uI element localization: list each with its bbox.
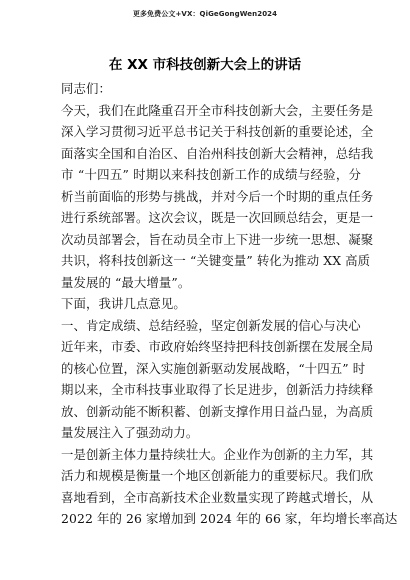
body-line: 放、创新动能不断积蓄、创新支撑作用日益凸显，为高质 xyxy=(61,403,374,419)
body-line: 一是创新主体力量持续壮大。企业作为创新的主力军，其 xyxy=(61,446,374,462)
body-line: 近年来，市委、市政府始终坚持把科技创新摆在发展全局 xyxy=(61,339,374,354)
body-line: 量发展注入了强劲动力。 xyxy=(61,425,199,440)
body-line: 今天，我们在此隆重召开全市科技创新大会，主要任务是 xyxy=(61,102,374,118)
body-line: 的核心位置，深入实施创新驱动发展战略，“十四五” 时 xyxy=(61,360,366,376)
body-line: 喜地看到，全市高新技术企业数量实现了跨越式增长，从 xyxy=(61,489,374,505)
body-line: 深入学习贯彻习近平总书记关于科技创新的重要论述，全 xyxy=(61,124,374,139)
body-line: 2022 年的 26 家增加到 2024 年的 66 家，年均增长率高达 xyxy=(61,511,398,526)
body-line: 同志们： xyxy=(61,81,111,96)
speech-body xyxy=(61,78,398,530)
body-line: 次动员部署会，旨在动员全市上下进一步统一思想、凝聚 xyxy=(61,231,374,247)
body-line: 市 “十四五” 时期以来科技创新工作的成绩与经验，分 xyxy=(61,167,361,182)
body-line: 进行系统部署。这次会议，既是一次回顾总结会，更是一 xyxy=(61,210,374,225)
body-line: 量发展的 “最大增量”。 xyxy=(61,274,191,290)
body-line: 活力和规模是衡量一个地区创新能力的重要标尺。我们欣 xyxy=(61,468,374,483)
body-line: 面落实全国和自治区、自治州科技创新大会精神，总结我 xyxy=(61,145,374,161)
body-line: 下面，我讲几点意见。 xyxy=(61,296,186,311)
body-line: 一、肯定成绩、总结经验，坚定创新发展的信心与决心 xyxy=(61,317,361,333)
body-line: 期以来，全市科技事业取得了长足进步，创新活力持续释 xyxy=(61,382,374,397)
header-watermark: 更多免费公文+VX：QiGeGongWen2024 xyxy=(132,10,278,18)
speech-title: 在 XX 市科技创新大会上的讲话 xyxy=(108,57,302,73)
body-line: 共识，将科技创新这一 “关键变量” 转化为推动 XX 高质 xyxy=(61,253,371,268)
body-line: 析当前面临的形势与挑战，并对今后一个时期的重点任务 xyxy=(61,188,374,204)
